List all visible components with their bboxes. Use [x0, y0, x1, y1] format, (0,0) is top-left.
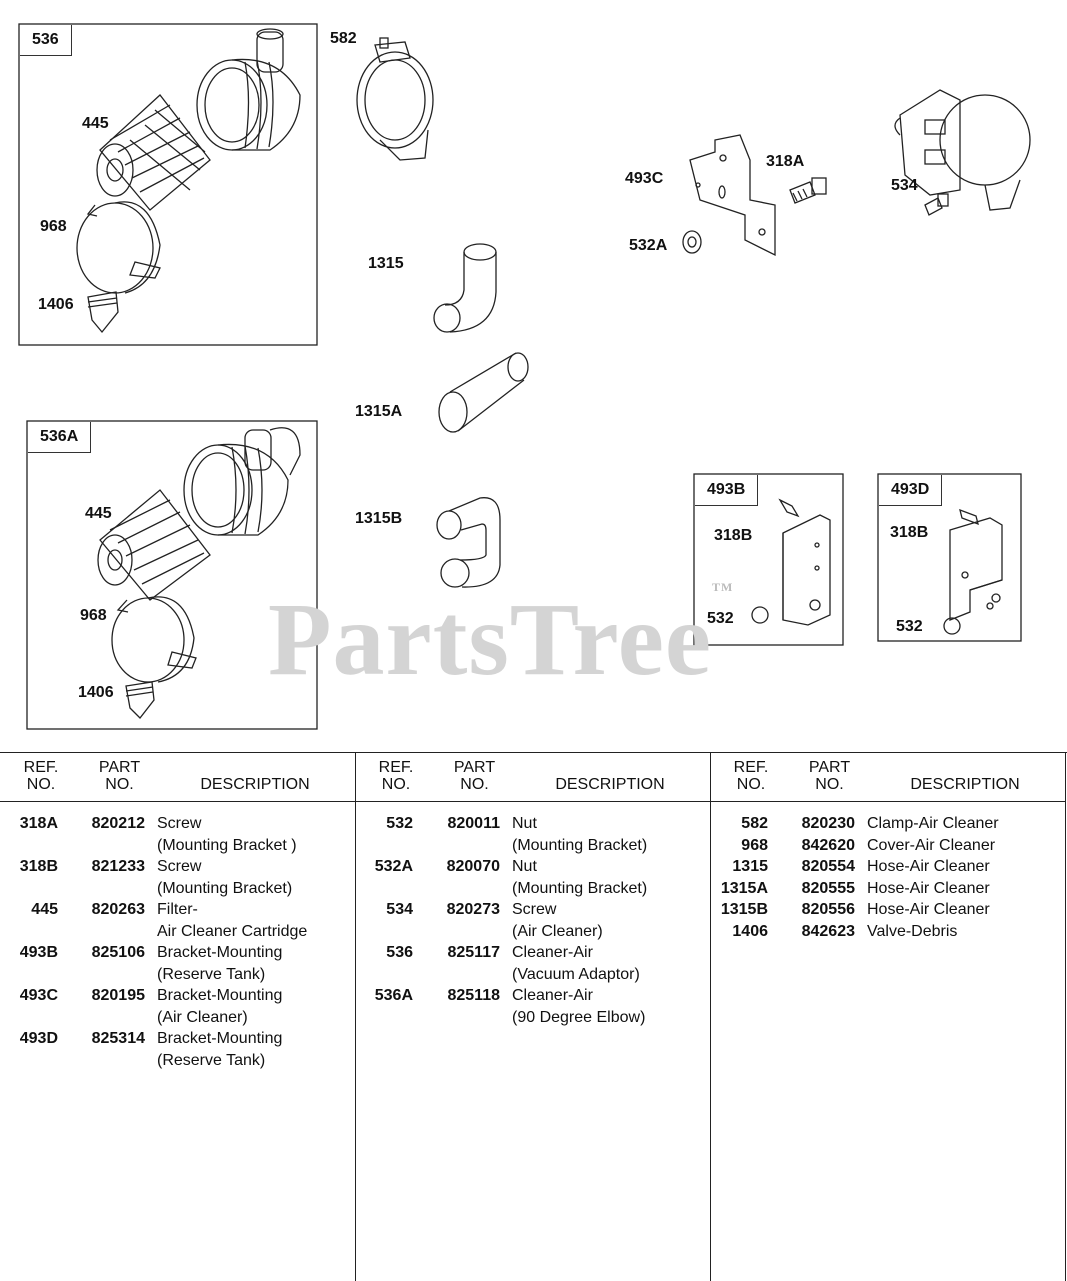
header-description: DESCRIPTION: [910, 776, 1020, 793]
callout-1315: 1315: [368, 255, 404, 272]
callout-532-493b: 532: [707, 610, 734, 627]
part-no: 842623: [801, 922, 855, 940]
valve-top: [88, 292, 118, 332]
table-row: [355, 985, 710, 1028]
part-no: 825314: [91, 1030, 145, 1047]
ref-no: 318B: [19, 858, 58, 875]
callout-532-493d: 532: [896, 618, 923, 635]
table-row: [0, 813, 355, 856]
filter-cartridge-bottom: [98, 490, 210, 600]
parts-column-2: [355, 753, 711, 1281]
part-description: Screw (Mounting Bracket): [157, 858, 293, 897]
column-header: [0, 753, 355, 802]
part-description: Filter- Air Cleaner Cartridge: [157, 901, 308, 940]
hose-1315: [434, 244, 496, 332]
box-label-493b: 493B: [695, 475, 758, 506]
table-row: [355, 899, 710, 942]
air-cleaner-body-top: [197, 29, 300, 150]
part-description: Hose-Air Cleaner: [867, 901, 990, 918]
part-no: 820555: [801, 879, 855, 897]
table-row: [710, 856, 1065, 878]
hose-1315a: [439, 353, 528, 432]
watermark: [268, 580, 733, 699]
ref-no: 493B: [19, 944, 58, 961]
table-row: [710, 835, 1065, 857]
part-description: Bracket-Mounting (Reserve Tank): [157, 944, 283, 983]
header-part-no: PART NO.: [808, 759, 851, 793]
ref-no: 493D: [19, 1030, 58, 1047]
part-no: 821233: [91, 858, 145, 875]
part-description: Bracket-Mounting (Reserve Tank): [157, 1030, 283, 1069]
ref-no: 1406: [732, 922, 768, 940]
part-description: Nut (Mounting Bracket): [512, 815, 648, 854]
ref-no: 536: [386, 944, 413, 961]
rows-column-1: [0, 813, 355, 1071]
header-ref-no: REF. NO.: [23, 759, 59, 793]
table-row: [0, 942, 355, 985]
rows-column-3: [710, 813, 1065, 942]
callout-532a: 532A: [629, 237, 668, 254]
ref-no: 532: [386, 815, 413, 832]
bracket-493c: [690, 135, 775, 255]
part-no: 825118: [447, 987, 500, 1004]
part-no: 820263: [91, 901, 145, 918]
hose-1315b: [437, 498, 500, 587]
part-description: Hose-Air Cleaner: [867, 858, 990, 875]
cover-bottom: [112, 597, 196, 682]
table-row: [0, 1028, 355, 1071]
air-cleaner-body-bottom: [184, 428, 300, 535]
callout-493c: 493C: [625, 170, 664, 187]
watermark-tm: TM: [712, 580, 734, 594]
table-row: [0, 856, 355, 899]
part-description: Hose-Air Cleaner: [867, 879, 990, 897]
part-description: Nut (Mounting Bracket): [512, 858, 648, 897]
ref-no: 532A: [374, 858, 413, 875]
part-no: 825106: [91, 944, 145, 961]
callout-1315b: 1315B: [355, 510, 403, 527]
callout-968-bottom: 968: [80, 607, 107, 624]
table-row: [710, 813, 1065, 835]
part-no: 820212: [91, 815, 145, 832]
callout-1406-top: 1406: [38, 296, 74, 313]
column-header: [710, 753, 1065, 802]
column-header: [355, 753, 710, 802]
watermark-text: PartsTree: [268, 582, 713, 697]
header-ref-no: REF. NO.: [378, 759, 414, 793]
table-row: [355, 856, 710, 899]
ref-no: 445: [31, 901, 58, 918]
part-no: 820273: [446, 901, 500, 918]
table-row: [710, 878, 1065, 900]
table-row: [710, 921, 1065, 943]
part-no: 820554: [801, 858, 855, 875]
part-no: 820556: [801, 901, 855, 918]
part-description: Cleaner-Air (Vacuum Adaptor): [512, 944, 640, 983]
ref-no: 1315A: [720, 879, 768, 897]
callout-1315a: 1315A: [355, 403, 403, 420]
bracket-493b: [752, 500, 830, 625]
callout-582: 582: [330, 30, 357, 47]
part-no: 820195: [91, 987, 145, 1004]
part-description: Screw (Air Cleaner): [512, 901, 603, 940]
part-description: Cover-Air Cleaner: [867, 836, 996, 854]
table-row: [355, 942, 710, 985]
clamp-582: [357, 38, 433, 160]
ref-no: 582: [741, 815, 768, 832]
ref-no: 1315: [732, 858, 768, 875]
part-description: Cleaner-Air (90 Degree Elbow): [512, 987, 646, 1026]
rows-column-2: [355, 813, 710, 1028]
table-row: [710, 899, 1065, 921]
part-no: 825117: [447, 944, 500, 961]
table-row: [0, 899, 355, 942]
filter-cartridge-top: [97, 95, 210, 210]
screw-318a: [790, 178, 826, 203]
box-label-536: 536: [20, 25, 72, 56]
callout-534: 534: [891, 177, 918, 194]
part-no: 842620: [801, 836, 855, 854]
header-description: DESCRIPTION: [555, 776, 665, 793]
header-part-no: PART NO.: [98, 759, 141, 793]
table-row: [355, 813, 710, 856]
callout-445-top: 445: [82, 115, 109, 132]
callout-445-bottom: 445: [85, 505, 112, 522]
header-description: DESCRIPTION: [200, 776, 310, 793]
ref-no: 318A: [19, 815, 58, 832]
box-label-536a: 536A: [28, 422, 91, 453]
nut-532a: [683, 231, 701, 253]
parts-column-3: [710, 753, 1066, 1281]
table-row: [0, 985, 355, 1028]
valve-bottom: [126, 682, 154, 718]
screw-534: [925, 194, 948, 215]
callout-318b-493b: 318B: [714, 527, 753, 544]
part-no: 820070: [446, 858, 500, 875]
part-no: 820011: [447, 815, 500, 832]
box-label-493d: 493D: [879, 475, 942, 506]
part-no: 820230: [801, 815, 855, 832]
callout-968-top: 968: [40, 218, 67, 235]
header-part-no: PART NO.: [453, 759, 496, 793]
part-description: Valve-Debris: [867, 922, 958, 940]
ref-no: 536A: [374, 987, 413, 1004]
parts-column-1: [0, 753, 356, 1281]
ref-no: 534: [386, 901, 413, 918]
parts-table: [0, 752, 1067, 1281]
cover-top: [77, 202, 160, 293]
callout-318b-493d: 318B: [890, 524, 929, 541]
part-description: Clamp-Air Cleaner: [867, 815, 999, 832]
ref-no: 493C: [19, 987, 58, 1004]
part-description: Bracket-Mounting (Air Cleaner): [157, 987, 283, 1026]
ref-no: 1315B: [720, 901, 768, 918]
part-description: Screw (Mounting Bracket ): [157, 815, 297, 854]
header-ref-no: REF. NO.: [733, 759, 769, 793]
ref-no: 968: [741, 836, 768, 854]
bracket-493d: [944, 510, 1002, 634]
callout-1406-bottom: 1406: [78, 684, 114, 701]
callout-318a: 318A: [766, 153, 805, 170]
